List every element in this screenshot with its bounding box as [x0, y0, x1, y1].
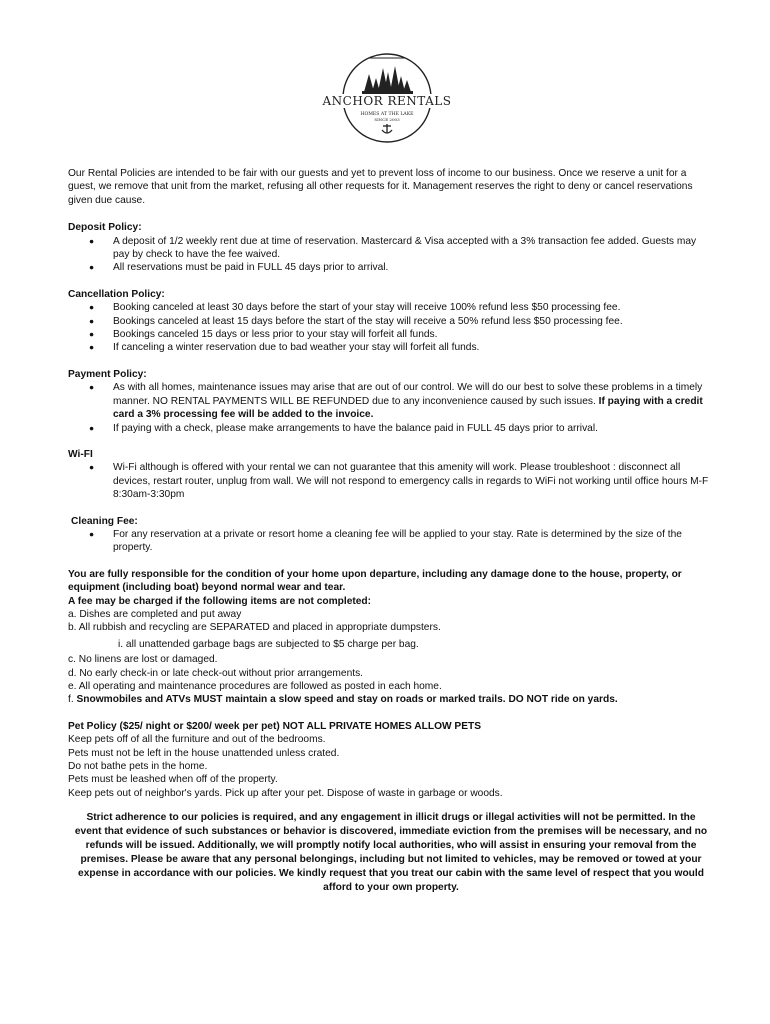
- item-b-i: i. all unattended garbage bags are subjected to $5 charge per bag.: [118, 638, 419, 650]
- payment-item-1: [68, 381, 714, 421]
- payment-item-1-text: As with all homes, maintenance issues may arise that are out of our control. We will do our best to solve these problems in a timely manner. NO RENTAL PAYMENTS WILL BE REFUNDED due to any inconvenience caused by such issues.: [113, 382, 703, 407]
- anchor-icon: [382, 124, 392, 133]
- wifi-section: [68, 448, 714, 502]
- deposit-policy-heading: Deposit Policy:: [68, 222, 142, 234]
- anchor-rentals-logo: [320, 50, 454, 150]
- item-e: e. All operating and maintenance procedures are followed as posted in each home.: [68, 681, 442, 692]
- item-f-prefix: f.: [68, 694, 77, 706]
- responsibility-intro: You are fully responsible for the condition of your home upon departure, including any damage done to the house, property, or equipment (including boat) beyond normal wear and tear.: [68, 568, 682, 594]
- closing-statement: Strict adherence to our policies is required, and any engagement in illicit drugs or illegal activities will not be permitted. In the event that evidence of such substances or behavior is discovered, immediate eviction from the premises will be necessary, and no refunds will be issued. Additionally, we will promptly notify local authorities, who will assist in ensuring your removal from the premises. Please be aware that any personal belongings, including but not limited to vehicles, may be removed or towed at your expense in accordance with our policies. We kindly request that you treat our cabin with the same level of respect that you would afford to your own property.: [74, 812, 708, 894]
- wifi-heading: Wi-FI: [68, 448, 93, 460]
- fee-heading: A fee may be charged if the following items are not completed:: [68, 595, 372, 607]
- item-a: a. Dishes are completed and put away: [68, 608, 242, 620]
- item-b: b. All rubbish and recycling are SEPARATED and placed in appropriate dumpsters.: [68, 622, 441, 634]
- responsibility-section: [68, 568, 714, 707]
- pet-policy-section: [68, 720, 714, 800]
- cancellation-policy-section: [68, 288, 714, 355]
- cancellation-item-1: ● Booking canceled at least 30 days before the start of your stay will receive 100% refund less $50 processing fee.: [68, 301, 714, 314]
- item-f-bold: Snowmobiles and ATVs MUST maintain a slow speed and stay on roads or marked trails. DO NOT ride on yards.: [76, 694, 618, 706]
- payment-policy-heading: Payment Policy:: [68, 368, 147, 380]
- pine-trees-icon: [362, 66, 413, 94]
- cleaning-item-1: ● For any reservation at a private or resort home a cleaning fee will be applied to your stay. Rate is determined by the size of the property.: [68, 528, 714, 555]
- cancellation-item-4: ● If canceling a winter reservation due to bad weather your stay will forfeit all funds.: [68, 341, 714, 354]
- cancellation-item-3: ● Bookings canceled 15 days or less prior to your stay will forfeit all funds.: [68, 328, 714, 341]
- pet-line-1: Keep pets off of all the furniture and out of the bedrooms.: [68, 734, 326, 746]
- logo-tagline-2: SINCE 2003: [374, 117, 400, 122]
- item-f: [68, 693, 714, 706]
- cleaning-fee-heading: Cleaning Fee:: [71, 515, 138, 527]
- pet-line-5: Keep pets out of neighbor's yards. Pick up after your pet. Dispose of waste in garbage or woods.: [68, 787, 503, 799]
- cancellation-policy-heading: Cancellation Policy:: [68, 288, 165, 300]
- payment-item-2: ● If paying with a check, please make arrangements to have the balance paid in FULL 45 days prior to arrival.: [68, 422, 714, 435]
- logo-tagline-1: HOMES AT THE LAKE: [360, 112, 414, 117]
- logo-brand: ANCHOR RENTALS: [322, 94, 452, 108]
- deposit-item-1: ● A deposit of 1/2 weekly rent due at time of reservation. Mastercard & Visa accepted with a 3% transaction fee added. Guests may pay by check to have the fee waived.: [68, 235, 714, 262]
- payment-policy-section: [68, 368, 714, 435]
- payment-item-1-bold: If paying with a credit card a 3% processing fee will be added to the invoice.: [113, 395, 703, 421]
- intro-paragraph: Our Rental Policies are intended to be fair with our guests and yet to prevent loss of income to our business. Once we reserve a unit for a guest, we remove that unit from the market, refusing all other requests for it. Management reserves the right to deny or cancel reservations given due cause.: [68, 168, 693, 206]
- pet-line-4: Pets must be leashed when off of the property.: [68, 774, 278, 786]
- deposit-policy-section: [68, 221, 714, 275]
- pet-line-3: Do not bathe pets in the home.: [68, 761, 208, 773]
- item-c: c. No linens are lost or damaged.: [68, 654, 218, 666]
- pet-policy-heading: Pet Policy ($25/ night or $200/ week per pet) NOT ALL PRIVATE HOMES ALLOW PETS: [68, 720, 482, 732]
- cleaning-fee-section: [68, 515, 714, 555]
- item-d: d. No early check-in or late check-out without prior arrangements.: [68, 667, 364, 679]
- pet-line-2: Pets must not be left in the house unattended unless crated.: [68, 747, 340, 759]
- deposit-item-2: ● All reservations must be paid in FULL 45 days prior to arrival.: [68, 261, 714, 274]
- cancellation-item-2: ● Bookings canceled at least 15 days before the start of the stay will receive a 50% refund less $50 processing fee.: [68, 315, 714, 328]
- wifi-item-1: ● Wi-Fi although is offered with your rental we can not guarantee that this amenity will work. Please troubleshoot : disconnect all devices, restart router, unplug from wall. We will not respond to emergency calls in regards to WiFi not working until office hours M-F 8:30am-3:30pm: [68, 461, 714, 501]
- policy-document: [68, 167, 714, 895]
